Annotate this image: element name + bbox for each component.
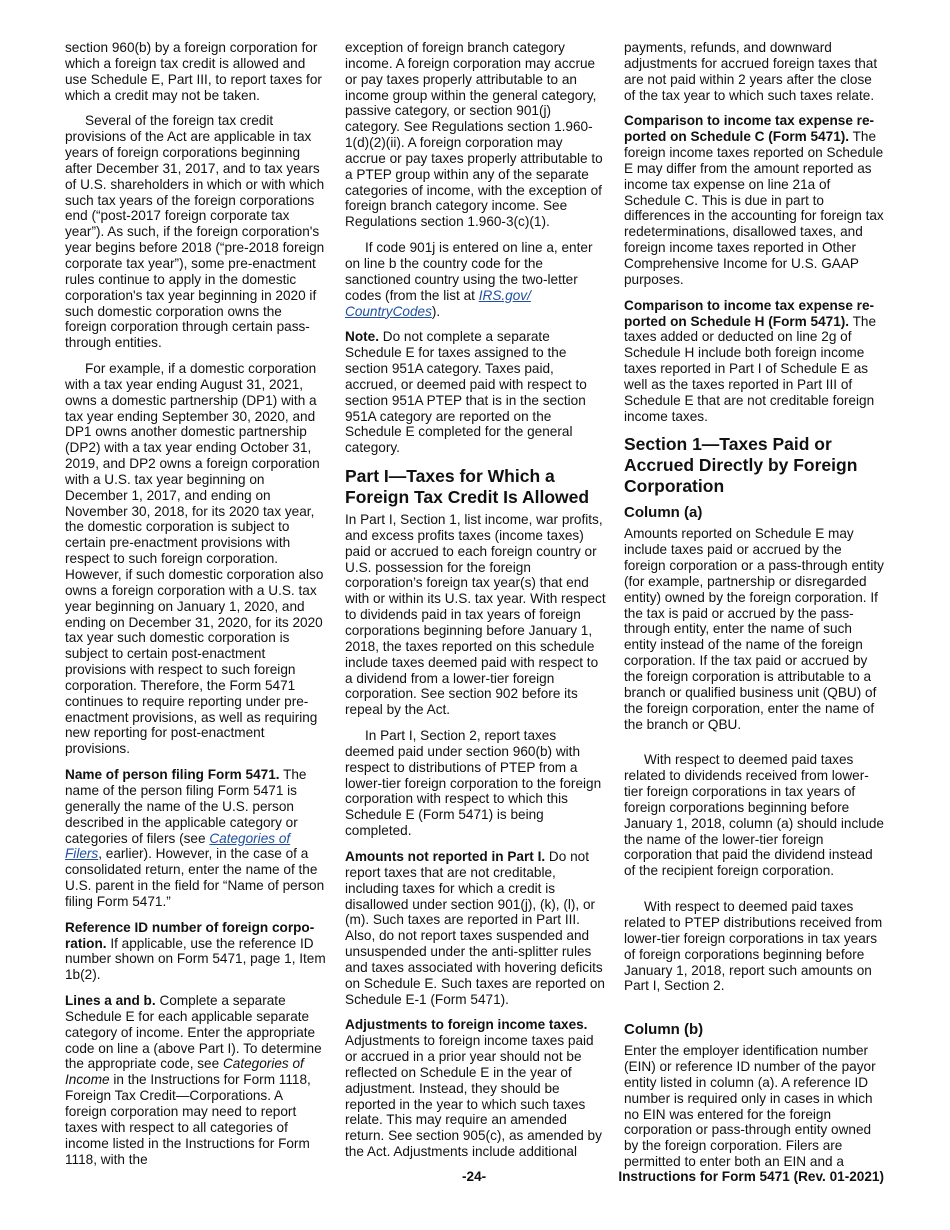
- subheading-column-a: Column (a): [624, 504, 703, 522]
- note-paragraph: [345, 329, 607, 456]
- paragraph-schedule-c: [624, 113, 886, 287]
- paragraph-text: Adjustments to foreign income taxes paid or accrued in a prior year should not be reflected on Schedule E in the year of adjustment. Instead, they should be reported in the year to which such taxes relate. This may require an amended return. See section 905(c), as amended by the Act. Adjustments include additional: [345, 1033, 602, 1160]
- paragraph-text: The taxes added or deducted on line 2g of Schedule H include both foreign income taxes reported in Part I of Schedule E as well as the taxes reported in Part III of Schedule E that are not creditable foreign income taxes.: [624, 313, 877, 424]
- paragraph-adjustments: [345, 1017, 607, 1160]
- run-in-heading: Amounts not reported in Part I.: [345, 848, 546, 864]
- section-heading-section-1: Section 1—Taxes Paid or Accrued Directly by Foreign Corporation: [624, 434, 858, 497]
- paragraph: payments, refunds, and downward adjustments for accrued foreign taxes that are not paid within 2 years after the close of the tax year to which such taxes relate.: [624, 40, 878, 103]
- paragraph: section 960(b) by a foreign corporation for which a foreign tax credit is allowed and use Schedule E, Part III, to report taxes for which a credit may not be taken.: [65, 40, 322, 103]
- italic-reference: Categories of Income: [65, 1056, 304, 1088]
- paragraph-text: The name of the person filing Form 5471 is generally the name of the U.S. person described in the applicable category or categories of filers (see: [65, 767, 307, 846]
- paragraph-text: in the Instructions for Form 1118, Foreign Tax Credit—Corporations. A foreign corporation may need to report taxes with respect to all categories of income listed in the Instructions for Form 1118, with the: [65, 1072, 311, 1167]
- note-label: Note.: [345, 329, 379, 345]
- form-reference: Instructions for Form 5471 (Rev. 01-2021): [618, 1169, 884, 1184]
- run-in-heading: Comparison to income tax expense re-ported on Schedule H (Form 5471).: [624, 297, 875, 329]
- paragraph-text: The foreign income taxes reported on Schedule E may differ from the amount reported as income tax expense on line 21a of Schedule C. This is due in part to differences in the accounting for foreign tax redeterminations, disallowed taxes, and foreign income taxes reported in Other Comprehensive Income for U.S. GAAP purposes.: [624, 129, 884, 287]
- paragraph-text: , earlier). However, in the case of a consolidated return, enter the name of the U.S. parent in the field for “Name of person filing Form 5471.”: [65, 846, 325, 909]
- paragraph: With respect to deemed paid taxes related to dividends received from lower-tier foreign corporations in tax years of foreign corporations beginning before January 1, 2018, column (a) should include the name of the lower-tier foreign corporation that paid the dividend instead of the recipient foreign corporation.: [624, 752, 884, 879]
- paragraph: With respect to deemed paid taxes related to PTEP distributions received from lower-tier foreign corporations in tax years of foreign corporations beginning before January 1, 2018, report such amounts on Part I, Section 2.: [624, 899, 883, 994]
- run-in-heading: Reference ID number of foreign corpo-ration.: [65, 919, 315, 951]
- run-in-heading: Name of person filing Form 5471.: [65, 767, 280, 783]
- paragraph-text: Do not report taxes that are not creditable, including taxes for which a credit is disallowed under section 901(j), (k), (l), or (m). Such taxes are reported in Part III. Also, do not report taxes suspended and unsuspended under the anti-splitter rules and taxes associated with hovering deficits on Schedule E. Such taxes are reported on Schedule E-1 (Form 5471).: [345, 848, 605, 1007]
- paragraph: Amounts reported on Schedule E may include taxes paid or accrued by the foreign corporation or a pass-through entity (for example, partnership or disregarded entity) owned by the foreign corporation. If the tax is paid or accrued by the pass-through entity, enter the name of such entity instead of the name of the foreign corporation. If the tax paid or accrued by the foreign corporation is attributable to a branch or qualified business unit (QBU) of the foreign corporation, enter the name of the branch or QBU.: [624, 526, 884, 732]
- paragraph-text: Do not complete a separate Schedule E for taxes assigned to the section 951A category. Taxes paid, accrued, or deemed paid with respect to section 951A PTEP that is in the section 951A category are reported on the Schedule E completed for the general category.: [345, 329, 587, 456]
- paragraph: Several of the foreign tax credit provisions of the Act are applicable in tax years of foreign corporations beginning after December 31, 2017, and to tax years of U.S. shareholders in which or with which such tax years of the foreign corporations end (“post-2017 foreign corporate tax year”). As such, if the foreign corporation's year begins before 2018 (“pre-2018 foreign corporate tax year”), some pre-enactment rules continue to apply in the domestic corporation's tax year beginning in 2020 if such domestic corporation owns the foreign corporation through certain pass-through entities.: [65, 113, 325, 351]
- paragraph: exception of foreign branch category income. A foreign corporation may accrue or pay taxes properly attributable to an income group within the general category, passive category, or section 901(j) category. See Regulations section 1.960-1(d)(2)(ii). A foreign corporation may accrue or pay taxes properly attributable to a PTEP group within any of the separate categories of income, with the exception of foreign branch category income. See Regulations section 1.960-3(c)(1).: [345, 40, 603, 230]
- paragraph: In Part I, Section 2, report taxes deemed paid under section 960(b) with respect to distributions of PTEP from a lower-tier foreign corporation to the foreign corporation with respect to which this Schedule E (Form 5471) is being completed.: [345, 728, 602, 839]
- paragraph-name-of-person: [65, 767, 327, 910]
- paragraph-code-901j: [345, 240, 607, 319]
- section-heading-part-1: Part I—Taxes for Which a Foreign Tax Credit Is Allowed: [345, 466, 590, 508]
- paragraph-text: Complete a separate Schedule E for each applicable separate category of income. Enter the appropriate code on line a (above Part I). To determine the appropriate code, see: [65, 993, 322, 1072]
- paragraph-lines-a-b: [65, 993, 327, 1167]
- subheading-column-b: Column (b): [624, 1021, 704, 1039]
- paragraph-reference-id: [65, 920, 327, 983]
- paragraph-text: ).: [431, 303, 441, 319]
- paragraph: Enter the employer identification number (EIN) or reference ID number of the payor entity listed in column (a). A reference ID number is required only in cases in which no EIN was entered for the foreign corporation or pass-through entity owned by the foreign corporation. Filers are permitted to enter both an EIN and a: [624, 1043, 876, 1170]
- paragraph: For example, if a domestic corporation with a tax year ending August 31, 2021, owns a domestic partnership (DP1) with a tax year ending September 30, 2020, and DP1 owns another domestic partnership (DP2) with a tax year ending October 31, 2019, and DP2 owns a foreign corporation with a U.S. tax year beginning on December 1, 2017, and ending on November 30, 2018, for its 2020 tax year, the domestic corporation is subject to certain pre-enactment provisions with respect to such foreign corporation. However, if such domestic corporation also owns a foreign corporation with a U.S. tax year beginning on January 1, 2020, and ending on December 31, 2020, for its 2020 tax year such domestic corporation is subject to certain post-enactment provisions with respect to such foreign corporation. Therefore, the Form 5471 continues to require reporting under pre-enactment provisions, as well as requiring new reporting for post-enactment provisions.: [65, 361, 324, 757]
- paragraph-schedule-h: [624, 298, 886, 425]
- country-codes-link[interactable]: IRS.gov/ CountryCodes: [345, 287, 531, 319]
- paragraph-amounts-not-reported: [345, 849, 607, 1007]
- categories-of-filers-link[interactable]: Categories of Filers: [65, 830, 291, 862]
- run-in-heading: Adjustments to foreign income taxes.: [345, 1017, 588, 1033]
- column-left: [65, 40, 327, 1177]
- paragraph: In Part I, Section 1, list income, war profits, and excess profits taxes (income taxes) paid or accrued to each foreign country or U.S. possession for the foreign corporation’s foreign tax year(s) that end with or within its U.S. tax year. With respect to dividends paid in tax years of foreign corporations beginning before January 1, 2018, the taxes reported on this schedule include taxes deemed paid with respect to a dividend from a lower-tier foreign corporation. See section 902 before its repeal by the Act.: [345, 512, 606, 718]
- column-middle: [345, 40, 607, 1170]
- run-in-heading: Comparison to income tax expense re-ported on Schedule C (Form 5471).: [624, 113, 875, 145]
- column-right: [624, 40, 886, 1180]
- page-number: -24-: [462, 1169, 487, 1184]
- paragraph-text: If code 901j is entered on line a, enter on line b the country code for the sanctioned country using the two-letter codes (from the list at: [345, 240, 593, 303]
- run-in-heading: Lines a and b.: [65, 993, 156, 1009]
- paragraph-text: If applicable, use the reference ID number shown on Form 5471, page 1, Item 1b(2).: [65, 935, 326, 983]
